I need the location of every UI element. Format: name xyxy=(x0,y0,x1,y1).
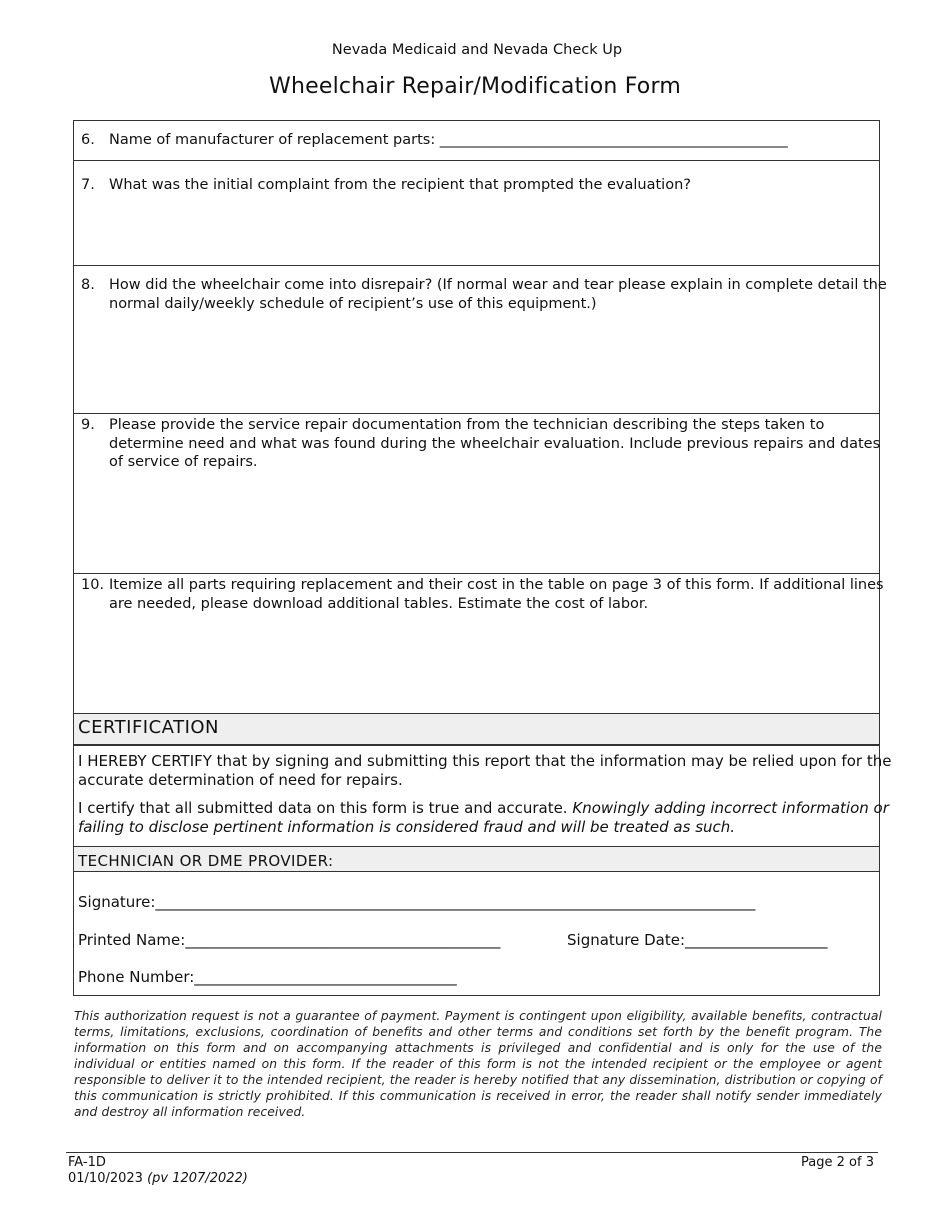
question-text-line: of service of repairs. xyxy=(109,454,258,470)
question-text: What was the initial complaint from the recipient that prompted the evaluation? xyxy=(109,177,691,193)
question-7-section xyxy=(74,161,879,266)
question-9[interactable] xyxy=(81,416,881,472)
question-number: 7. xyxy=(81,177,95,193)
technician-fields xyxy=(74,872,879,995)
page-number: Page 2 of 3 xyxy=(801,1155,874,1170)
printed-name-field xyxy=(78,931,869,949)
form-title: Wheelchair Repair/Modification Form xyxy=(269,74,681,99)
certification-header xyxy=(74,714,879,746)
signature-field[interactable]: Signature:________________________________________________________________________________ xyxy=(78,893,756,911)
question-10[interactable] xyxy=(81,576,884,613)
agency-header: Nevada Medicaid and Nevada Check Up xyxy=(331,42,623,58)
signature-date-input[interactable]: Signature Date:___________________ xyxy=(567,931,828,949)
question-text-line: How did the wheelchair come into disrepair? (If normal wear and tear please explain in complete detail the xyxy=(109,277,887,293)
question-number: 9. xyxy=(81,417,95,433)
certification-line: accurate determination of need for repairs. xyxy=(78,771,403,789)
technician-title: TECHNICIAN OR DME PROVIDER: xyxy=(78,852,334,870)
revision-date: 01/10/2023 xyxy=(68,1171,143,1186)
technician-header xyxy=(74,847,879,872)
certification-line: I HEREBY CERTIFY that by signing and submitting this report that the information may be relied upon for the xyxy=(78,752,892,770)
question-6-section xyxy=(74,121,879,161)
form-id: FA-1D xyxy=(68,1155,106,1170)
question-text-line: normal daily/weekly schedule of recipient’s use of this equipment.) xyxy=(109,295,597,312)
certification-body xyxy=(74,746,892,847)
certification-statement xyxy=(78,752,892,790)
question-9-section xyxy=(74,414,879,574)
question-text-line: are needed, please download additional tables. Estimate the cost of labor. xyxy=(109,595,649,612)
fraud-statement-italic: failing to disclose pertinent information is considered fraud and will be treated as such. xyxy=(78,818,736,836)
question-number: 10. xyxy=(81,577,105,593)
question-text-line: Please provide the service repair documentation from the technician describing the steps taken to xyxy=(109,417,825,433)
phone-number-field[interactable]: Phone Number:___________________________________ xyxy=(78,968,457,986)
footer-divider xyxy=(66,1152,878,1153)
question-number: 6. xyxy=(81,132,95,148)
disclaimer: This authorization request is not a guarantee of payment. Payment is contingent upon eligibility, available benefits, contractual terms, limitations, exclusions, coordination of benefits and other terms and conditions set forth by the benefit program. The information on this form and on accompanying attachments is privileged and confidential and is only for the use of the individual or entities named on this form. If the reader of this form is not the intended recipient or the employee or agent responsible to deliver it to the intended recipient, the reader is hereby notified that any dissemination, distribution or copying of this communication is strictly prohibited. If this communication is received in error, the reader shall notify sender immediately and destroy all information received. xyxy=(74,1009,882,1119)
certification-title: CERTIFICATION xyxy=(78,717,220,738)
printed-name-input[interactable]: Printed Name:__________________________________________ xyxy=(78,931,501,949)
form-revision-date xyxy=(68,1171,248,1186)
question-number: 8. xyxy=(81,277,95,293)
fraud-statement xyxy=(78,799,889,837)
fraud-statement-plain: I certify that all submitted data on this form is true and accurate. xyxy=(78,799,573,817)
question-text-line: determine need and what was found during the wheelchair evaluation. Include previous repairs and dates xyxy=(109,435,881,452)
question-6[interactable] xyxy=(81,131,873,150)
question-7[interactable] xyxy=(81,176,873,195)
question-10-section xyxy=(74,574,884,714)
question-text: Name of manufacturer of replacement parts: ________________________________________________ xyxy=(109,132,788,148)
question-8-section xyxy=(74,266,887,414)
form-container xyxy=(73,120,892,996)
fraud-statement-italic: Knowingly adding incorrect information or xyxy=(572,799,889,817)
question-text-line: Itemize all parts requiring replacement and their cost in the table on page 3 of this form. If additional lines xyxy=(109,577,884,593)
previous-version: (pv 1207/2022) xyxy=(147,1171,248,1186)
question-8[interactable] xyxy=(81,276,887,313)
